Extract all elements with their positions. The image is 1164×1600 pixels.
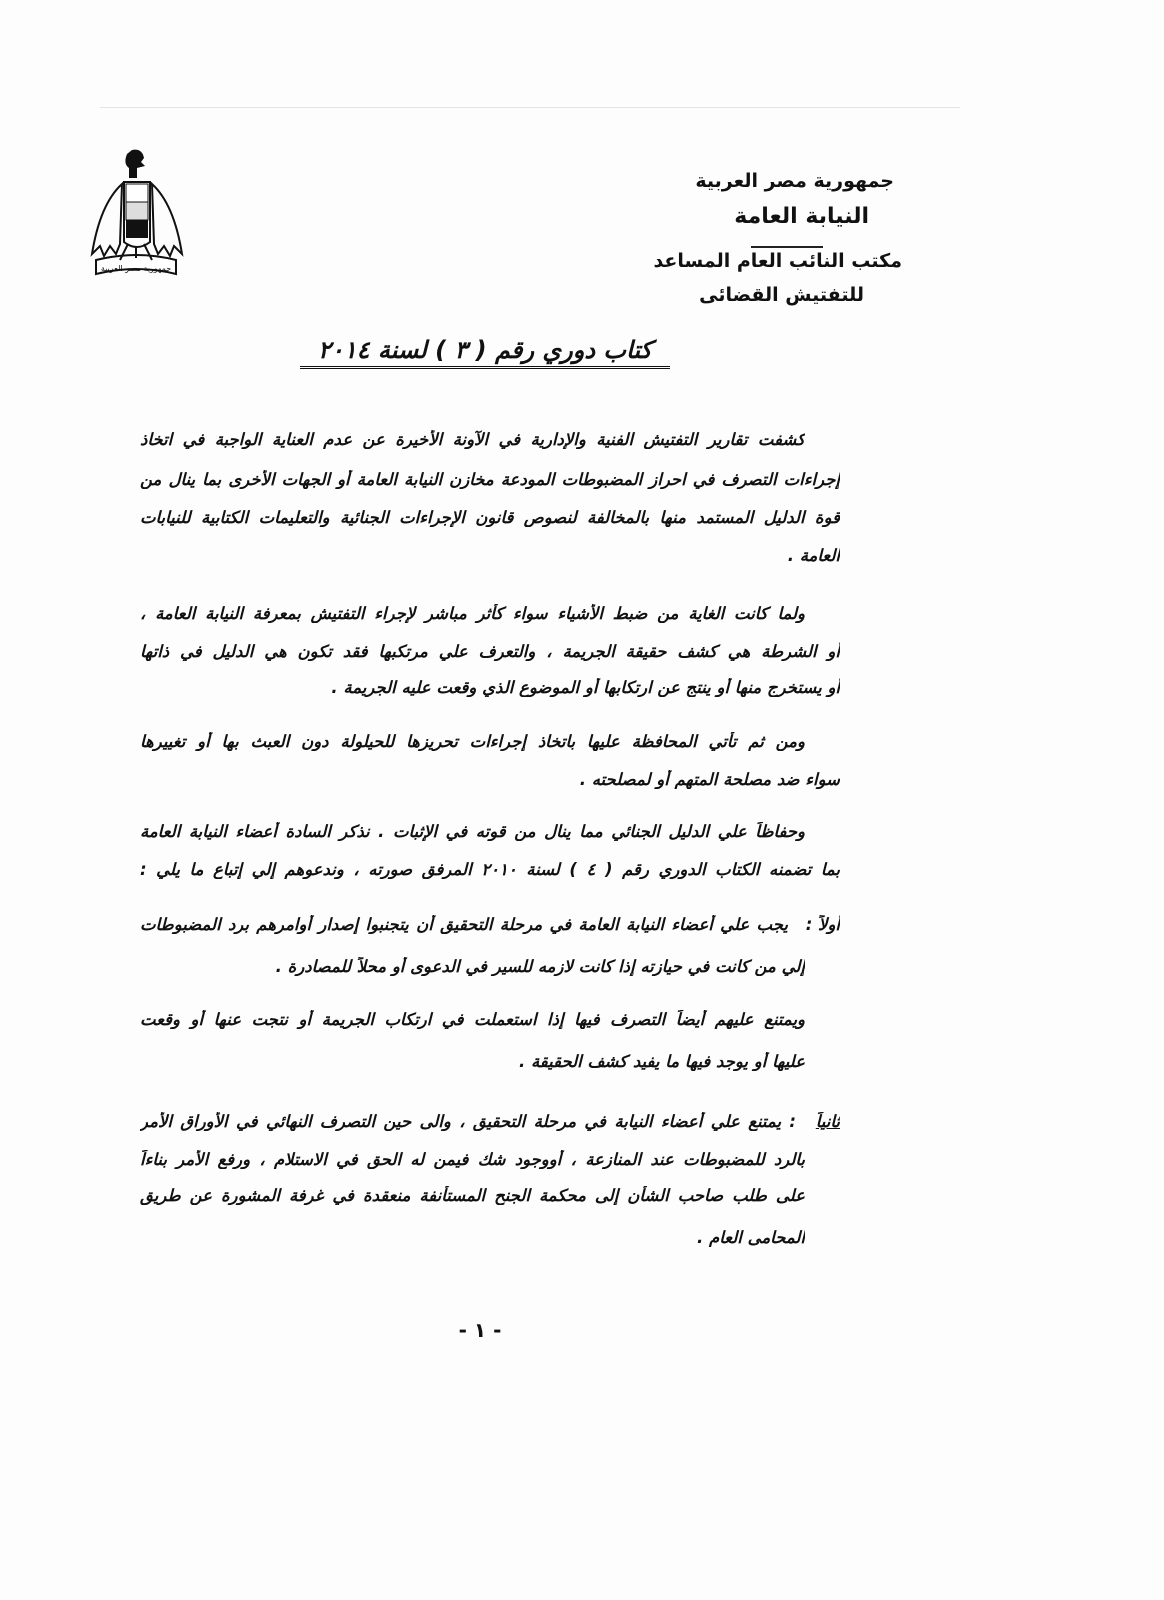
body-line: كشفت تقارير التفتيش الفنية والإدارية في الآونة الأخيرة عن عدم العناية الواجبة في اتخاذ: [140, 430, 805, 449]
body-line: أو يستخرج منها أو ينتج عن ارتكابها أو الموضوع الذي وقعت عليه الجريمة .: [331, 678, 840, 697]
body-line: ويمتنع عليهم أيضاً التصرف فيها إذا استعملت في ارتكاب الجريمة أو نتجت عنها أو وقعت: [140, 1010, 805, 1029]
body-line: بما تضمنه الكتاب الدوري رقم ( ٤ ) لسنة ٢٠١٠ المرفق صورته ، وندعوهم إلي إتباع ما يلي :: [140, 860, 840, 879]
body-line: ولما كانت الغاية من ضبط الأشياء سواء كأثر مباشر لإجراء التفتيش بمعرفة النيابة العامة ،: [140, 604, 805, 623]
label-first: أولاً :: [805, 915, 840, 934]
body-line: قوة الدليل المستمد منها بالمخالفة لنصوص قانون الإجراءات الجنائية والتعليمات الكتابية للنيابات: [140, 508, 840, 527]
body-line: : يمتنع علي أعضاء النيابة في مرحلة التحقيق ، والى حين التصرف النهائي في الأوراق الأمر: [140, 1112, 796, 1131]
body-line: إجراءات التصرف في احراز المضبوطات المودعة مخازن النيابة العامة أو الجهات الأخرى بما ينال من: [140, 470, 840, 489]
document-title: كتاب دوري رقم ( ٣ ) لسنة ٢٠١٤: [300, 336, 670, 369]
header-department: للتفتيش القضائى: [699, 284, 864, 306]
body-line: ومن ثم تأتي المحافظة عليها باتخاذ إجراءات تحريزها للحيلولة دون العبث بها أو تغييرها: [140, 732, 805, 751]
emblem-scroll-text: جمهورية مصر العربية: [100, 264, 172, 273]
body-line: أو الشرطة هي كشف حقيقة الجريمة ، والتعرف علي مرتكبها فقد تكون هي الدليل في ذاتها: [140, 642, 840, 661]
header-divider: [751, 246, 823, 248]
header-authority: النيابة العامة: [734, 204, 869, 229]
body-line: بالرد للمضبوطات عند المنازعة ، أووجود شك فيمن له الحق في الاستلام ، ورفع الأمر بناءاً: [140, 1150, 805, 1169]
body-line: العامة .: [787, 546, 840, 565]
body-line: يجب علي أعضاء النيابة العامة في مرحلة التحقيق أن يتجنبوا إصدار أوامرهم برد المضبوطات: [140, 915, 788, 934]
body-line: وحفاظاً علي الدليل الجنائي مما ينال من قوته في الإثبات . نذكر السادة أعضاء النيابة العامة: [140, 822, 805, 841]
eagle-emblem-icon: [88, 148, 184, 298]
body-line: على طلب صاحب الشأن إلى محكمة الجنح المستأنفة منعقدة في غرفة المشورة عن طريق: [140, 1186, 805, 1205]
page-number: - ١ -: [458, 1318, 502, 1342]
header-country: جمهورية مصر العربية: [695, 170, 894, 192]
body-line: عليها أو يوجد فيها ما يفيد كشف الحقيقة .: [518, 1052, 805, 1071]
scan-edge-line: [100, 107, 960, 108]
body-line: سواء ضد مصلحة المتهم أو لمصلحته .: [579, 770, 840, 789]
header-office: مكتب النائب العام المساعد: [653, 250, 902, 272]
label-second: ثانياً: [815, 1112, 840, 1131]
body-line: إلي من كانت في حيازته إذا كانت لازمه للسير في الدعوى أو محلاً للمصادرة .: [275, 957, 805, 976]
body-line: المحامى العام .: [697, 1228, 805, 1247]
